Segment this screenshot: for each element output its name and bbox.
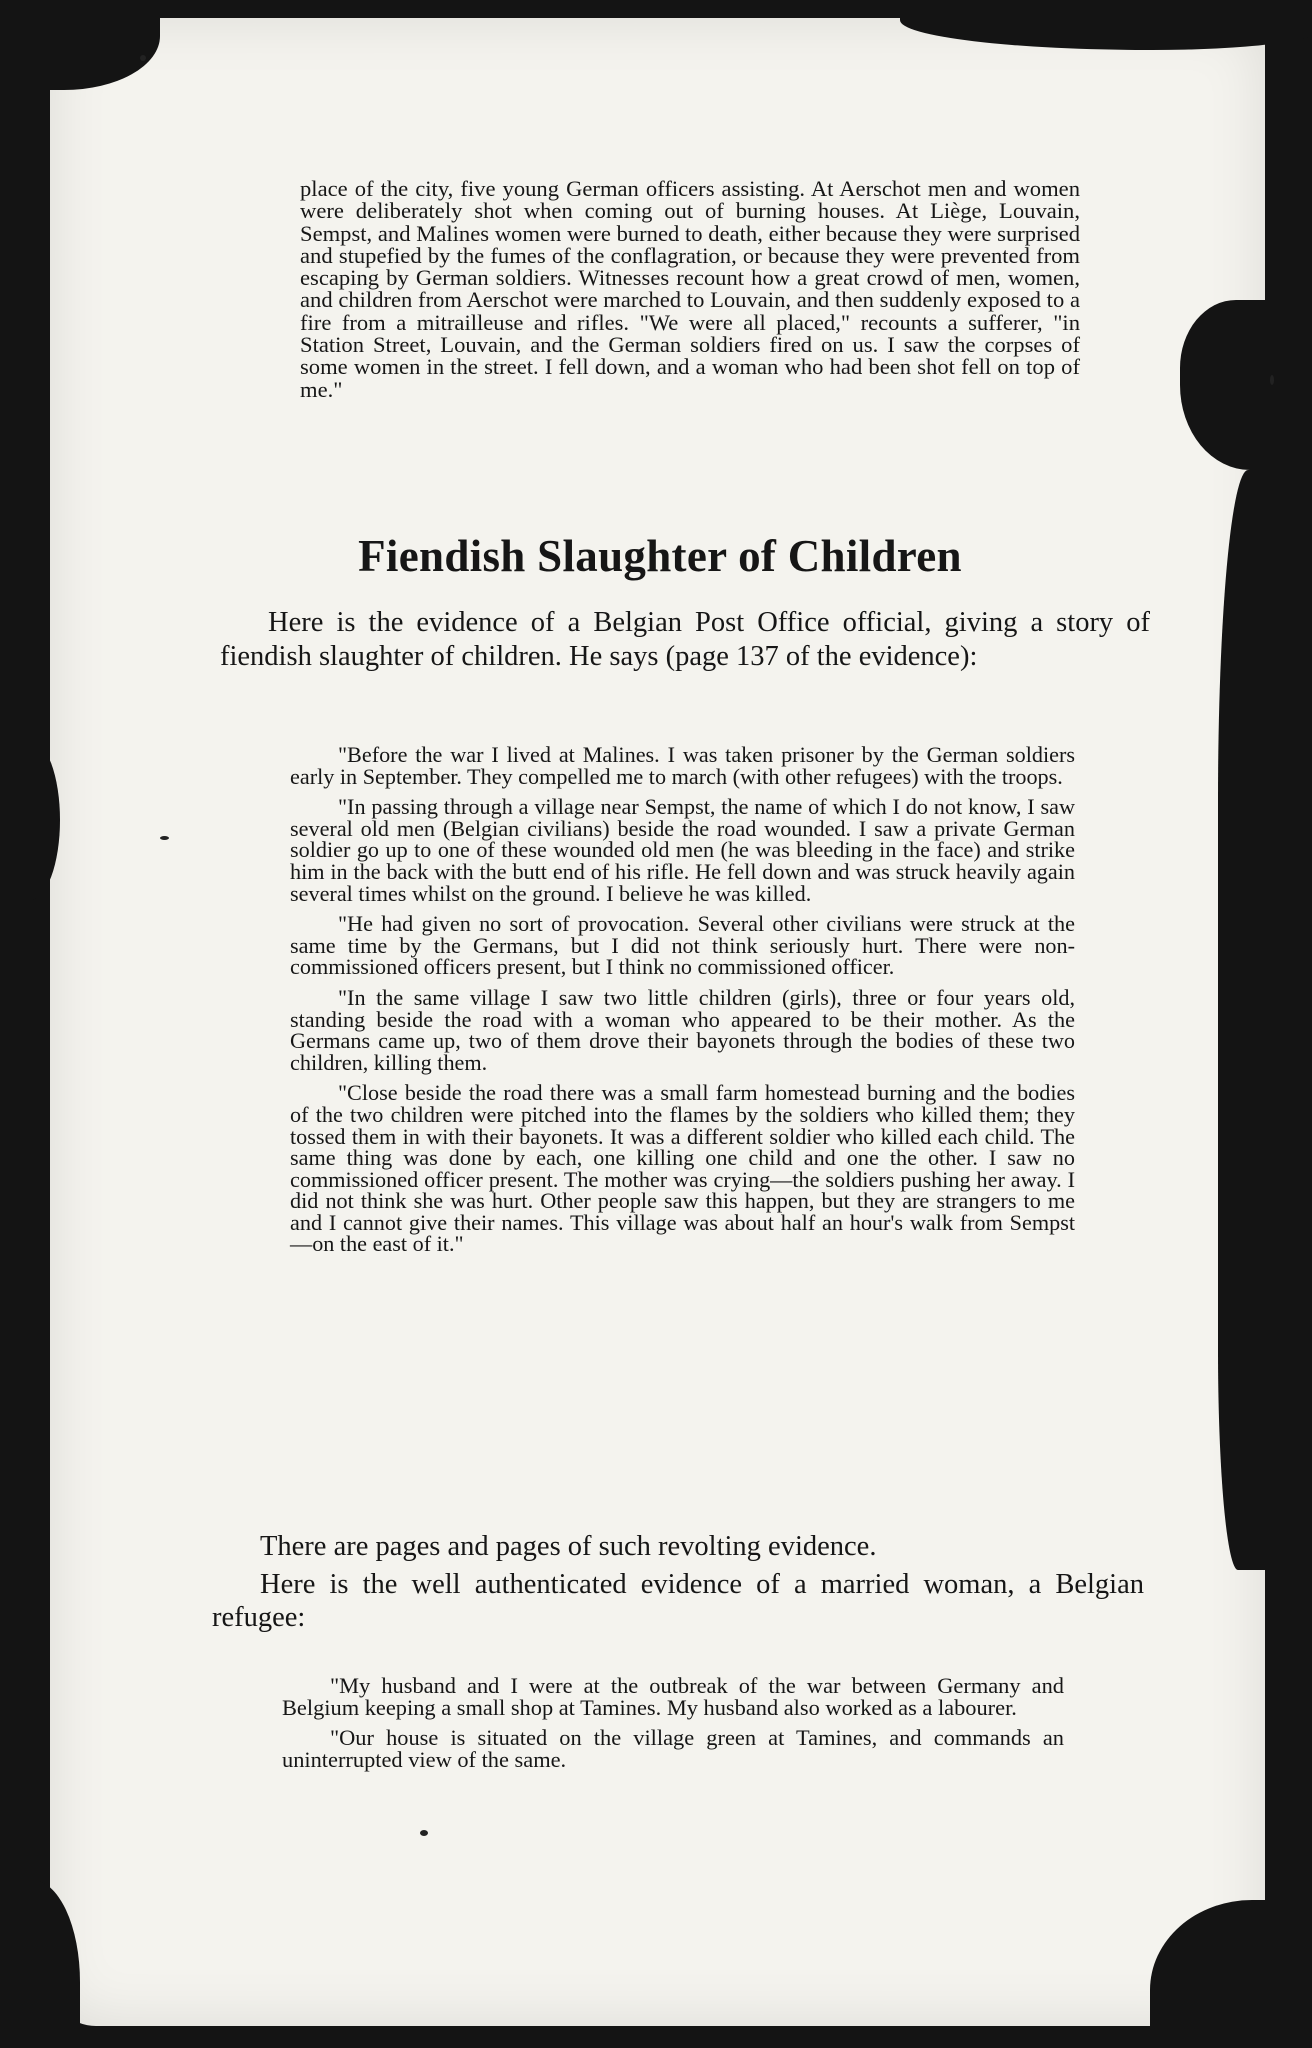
testimony-paragraph: "Close beside the road there was a small farm homestead burning and the bodies of the two children were pitched into the flames by the soldiers who killed them; they tossed them in with their bayonets. It was a different soldier who killed each child. The same thing was done by each, one killing one child and one the other. I saw no commissioned officer present. The mother was crying—the soldiers pushing her away. I did not think she was hurt. Other people saw this happen, but they are strangers to me and I cannot give their names. This village was about half an hour's walk from Sempst—on the east of it." (290, 1080, 1075, 1257)
intro-paragraph: place of the city, five young German officers assisting. At Aerschot men and women were deliberately shot when coming out of burning houses. At Liège, Louvain, Sempst, and Malines women were burned to death, either because they were surprised and stupefied by the fumes of the conflagration, or because they were prevented from escaping by German soldiers. Witnesses recount how a great crowd of men, women, and children from Aerschot were marched to Louvain, and then suddenly exposed to a fire from a mitrailleuse and rifles. "We were all placed," recounts a sufferer, "in Station Street, Louvain, and the German soldiers fired on us. I saw the corpses of some women in the street. I fell down, and a woman who had been shot fell on top of me." (300, 176, 1080, 402)
body-paragraph: Here is the well authenticated evidence of a married woman, a Belgian refugee: (212, 1569, 1144, 1633)
testimony-paragraph: "Before the war I lived at Malines. I was taken prisoner by the German soldiers early in September. They compelled me to march (with other refugees) with the troops. (290, 742, 1075, 789)
testimony-paragraph: "Our house is situated on the village green at Tamines, and commands an uninterrupted view of the same. (282, 1725, 1064, 1772)
testimony-post-office-official (290, 744, 1075, 1264)
intro-section (300, 178, 1080, 401)
ink-speck (420, 1830, 428, 1836)
testimony-paragraph: "In passing through a village near Sempst, the name of which I do not know, I saw several old men (Belgian civilians) beside the road wounded. I saw a private German soldier go up to one of these wounded old men (he was bleeding in the face) and strike him in the back with the butt end of his rifle. He fell down and was struck heavily again several times whilst on the ground. I believe he was killed. (290, 794, 1075, 906)
lead-section (220, 606, 1150, 674)
testimony-paragraph: "My husband and I were at the outbreak of the war between Germany and Belgium keeping a small shop at Tamines. My husband also worked as a labourer. (282, 1673, 1064, 1720)
torn-edge (0, 250, 45, 770)
ink-speck (1270, 375, 1274, 385)
body-paragraph: There are pages and pages of such revolting evidence. (260, 1531, 877, 1562)
testimony-paragraph: "He had given no sort of provocation. Several other civilians were struck at the same time by the Germans, but I did not think seriously hurt. There were non-commissioned officers present, but I think no commissioned officer. (290, 911, 1075, 980)
torn-edge (1218, 470, 1312, 1570)
torn-edge (1180, 300, 1312, 470)
section-heading: Fiendish Slaughter of Children (358, 531, 962, 581)
testimony-paragraph: "In the same village I saw two little children (girls), three or four years old, standing beside the road with a woman who appeared to be their mother. As the Germans came up, two of them drove their bayonets through the bodies of these two children, killing them. (290, 984, 1075, 1075)
ink-speck (160, 836, 169, 840)
middle-section (212, 1530, 1144, 1639)
testimony-married-woman (282, 1675, 1064, 1779)
ink-speck (140, 55, 146, 61)
lead-paragraph: Here is the evidence of a Belgian Post Office official, giving a story of fiendish slaughter of children. He says (page 137 of the evidence): (220, 607, 1150, 672)
